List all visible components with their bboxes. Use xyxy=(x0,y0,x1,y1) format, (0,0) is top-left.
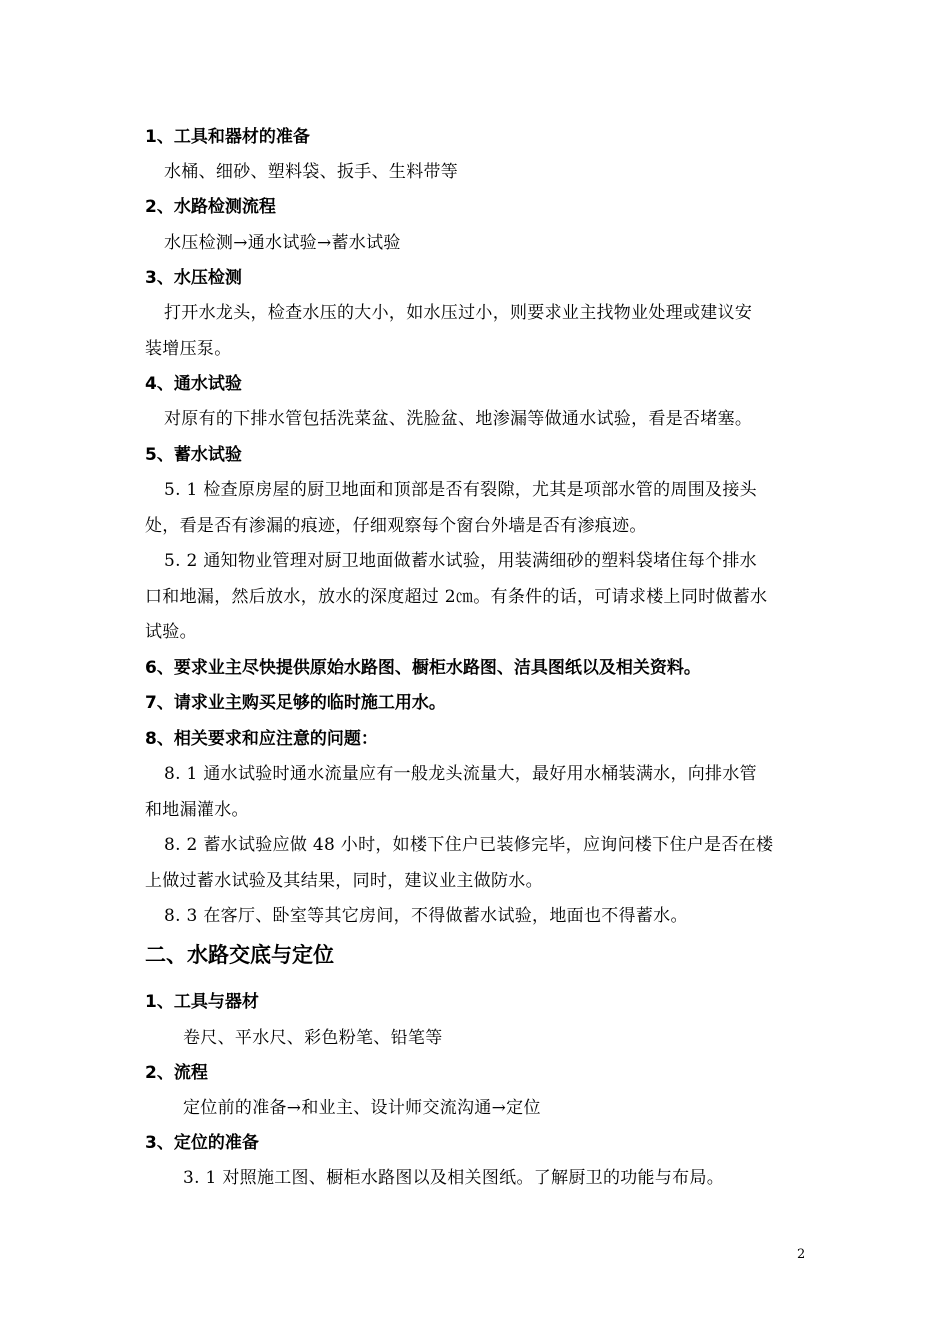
heading-requirements: 8、相关要求和应注意的问题： xyxy=(145,729,378,749)
heading-detect-flow: 2、水路检测流程 xyxy=(145,197,276,217)
page-number: 2 xyxy=(797,1247,806,1262)
heading-flow-2: 2、流程 xyxy=(145,1063,208,1083)
heading-flow-test: 4、通水试验 xyxy=(145,374,242,394)
heading-pressure-test: 3、水压检测 xyxy=(145,268,242,288)
paragraph-detect-flow: 水压检测→通水试验→蓄水试验 xyxy=(164,233,401,253)
heading-provide-drawings: 6、要求业主尽快提供原始水路图、橱柜水路图、洁具图纸以及相关资料。 xyxy=(145,658,701,678)
heading-tools-prep: 1、工具和器材的准备 xyxy=(145,127,310,147)
heading-tools-2: 1、工具与器材 xyxy=(145,992,259,1012)
paragraph-req-8-1a: 8. 1 通水试验时通水流量应有一般龙头流量大，最好用水桶装满水，向排水管 xyxy=(164,764,757,784)
paragraph-storage-5-1b: 处，看是否有渗漏的痕迹，仔细观察每个窗台外墙是否有渗痕迹。 xyxy=(145,516,647,536)
heading-temp-water: 7、请求业主购买足够的临时施工用水。 xyxy=(145,693,446,713)
heading-storage-test: 5、蓄水试验 xyxy=(145,445,242,465)
paragraph-storage-5-2b: 口和地漏，然后放水，放水的深度超过 2㎝。有条件的话，可请求楼上同时做蓄水 xyxy=(145,587,768,607)
paragraph-storage-5-2c: 试验。 xyxy=(145,622,197,642)
paragraph-position-3-1: 3. 1 对照施工图、橱柜水路图以及相关图纸。了解厨卫的功能与布局。 xyxy=(183,1168,725,1188)
paragraph-req-8-2b: 上做过蓄水试验及其结果，同时，建议业主做防水。 xyxy=(145,871,543,891)
paragraph-storage-5-1a: 5. 1 检查原房屋的厨卫地面和顶部是否有裂隙，尤其是项部水管的周围及接头 xyxy=(164,480,757,500)
paragraph-tools-list: 水桶、细砂、塑料袋、扳手、生料带等 xyxy=(164,162,459,182)
paragraph-req-8-3: 8. 3 在客厅、卧室等其它房间，不得做蓄水试验，地面也不得蓄水。 xyxy=(164,906,688,926)
paragraph-flow-test: 对原有的下排水管包括洗菜盆、洗脸盆、地渗漏等做通水试验，看是否堵塞。 xyxy=(164,409,753,429)
paragraph-pressure-1: 打开水龙头，检查水压的大小，如水压过小，则要求业主找物业处理或建议安 xyxy=(164,303,753,323)
paragraph-storage-5-2a: 5. 2 通知物业管理对厨卫地面做蓄水试验，用装满细砂的塑料袋堵住每个排水 xyxy=(164,551,757,571)
paragraph-req-8-2a: 8. 2 蓄水试验应做 48 小时，如楼下住户已装修完毕，应询问楼下住户是否在楼 xyxy=(164,835,774,855)
section-title-2: 二、水路交底与定位 xyxy=(145,943,334,967)
paragraph-pressure-2: 装增压泵。 xyxy=(145,339,232,359)
paragraph-tools-2: 卷尺、平水尺、彩色粉笔、铅笔等 xyxy=(183,1028,443,1048)
paragraph-flow-2: 定位前的准备→和业主、设计师交流沟通→定位 xyxy=(183,1098,541,1118)
paragraph-req-8-1b: 和地漏灌水。 xyxy=(145,800,249,820)
heading-position-prep: 3、定位的准备 xyxy=(145,1133,259,1153)
